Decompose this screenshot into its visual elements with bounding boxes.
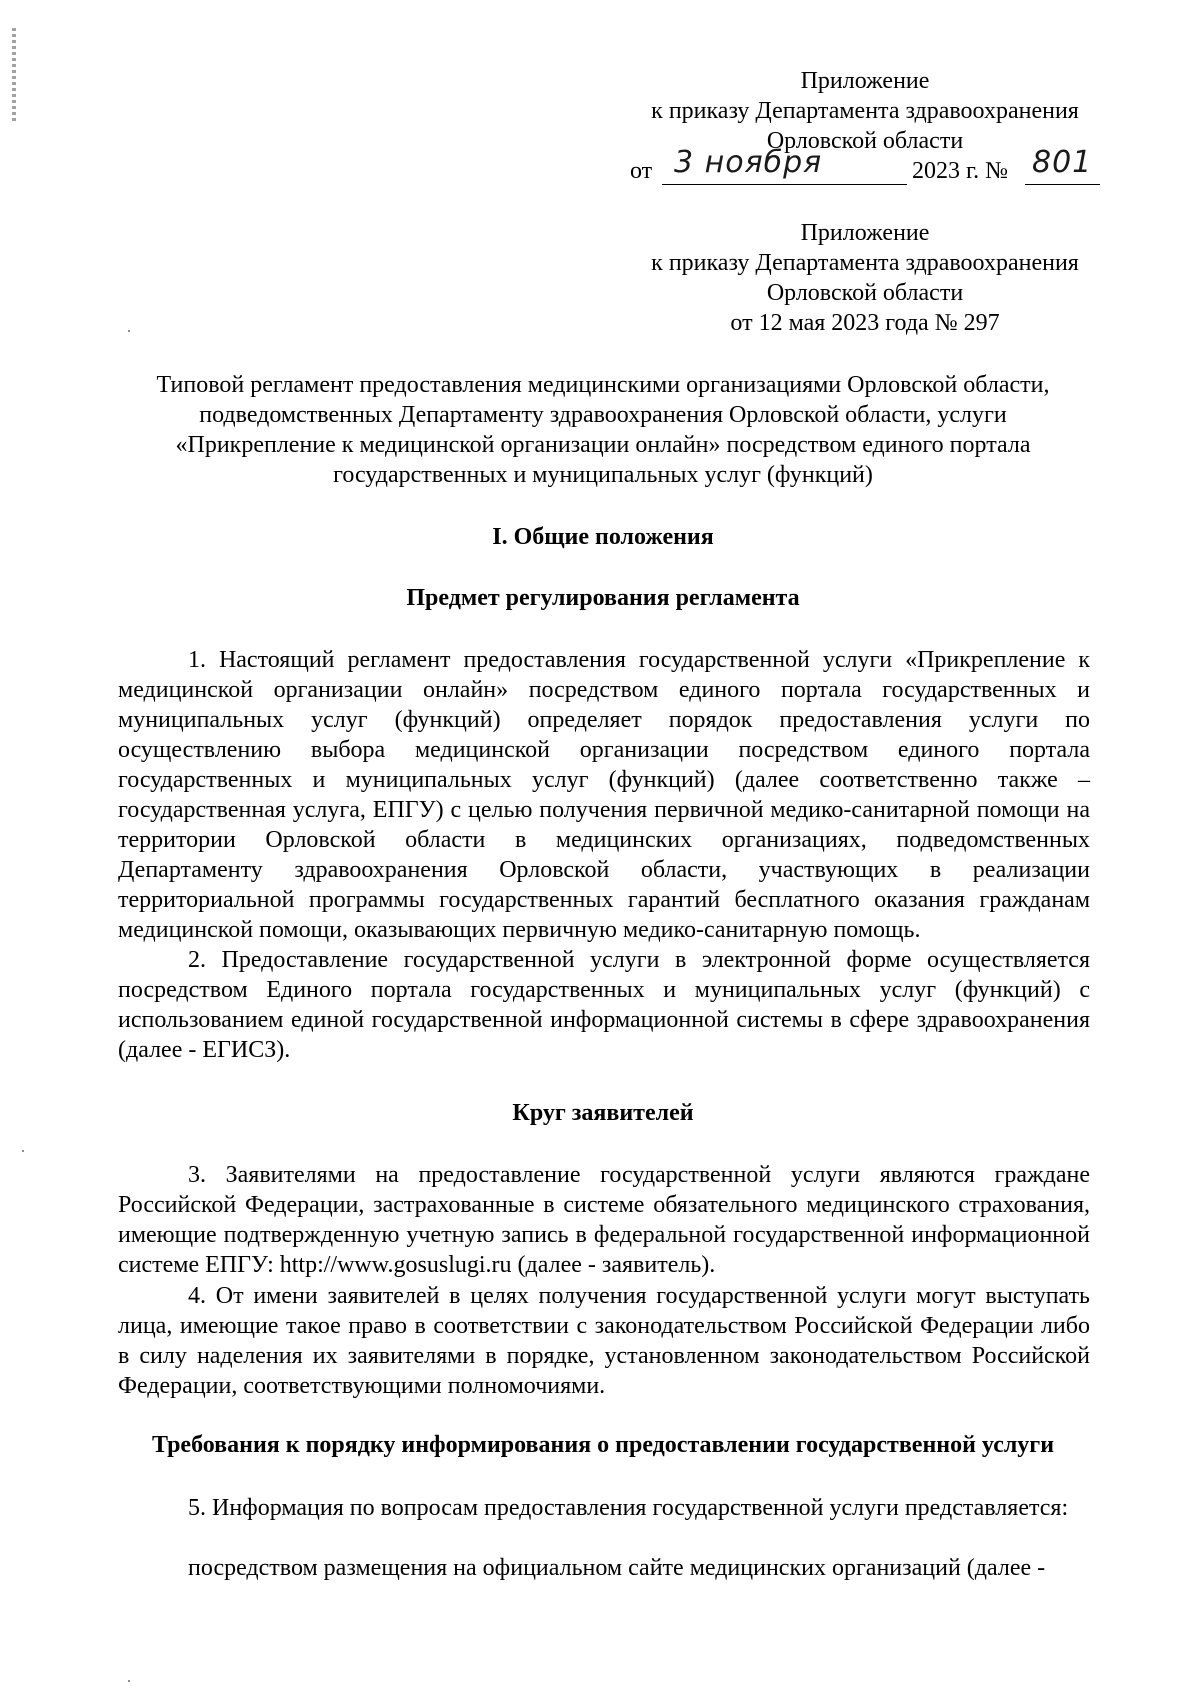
paragraph-6: посредством размещения на официальном сайте медицинских организаций (далее -: [188, 1555, 1046, 1581]
paragraph-2: 2. Предоставление государственной услуги в электронной форме осуществляется посредством Единого портала государственных и муниципальных услуг (функций) с использованием единой государственной информационной системы в сфере здравоохранения (далее - ЕГИСЗ).: [118, 947, 1090, 1063]
paragraph-3: 3. Заявителями на предоставление государственной услуги являются граждане Российской Федерации, застрахованные в системе обязательного медицинского страхования, имеющие подтвержденную учетную запись в федеральной государственной информационной системе ЕПГУ: http://www.gosuslugi.ru (далее - заявитель).: [118, 1162, 1090, 1278]
subsection-heading: Круг заявителей: [512, 1100, 694, 1126]
scan-speck: [128, 1680, 130, 1682]
scan-artifact: [12, 28, 16, 124]
subsection-heading: Предмет регулирования регламента: [406, 585, 800, 611]
approval-date-line: [630, 145, 1100, 186]
approval-block-new: [630, 66, 1100, 186]
section-heading: I. Общие положения: [492, 524, 714, 550]
document-title: Типовой регламент предоставления медицинскими организациями Орловской области, подведомственных Департаменту здравоохранения Орловской области, услуги «Прикрепление к медицинской организации онлайн» посредством единого портала государственных и муниципальных услуг (функций): [156, 372, 1050, 488]
date-blank: [662, 184, 907, 185]
date-prefix: от: [630, 158, 653, 184]
number-blank: [1025, 184, 1100, 185]
approval-line: Орловской области: [766, 280, 964, 306]
paragraph-5: 5. Информация по вопросам предоставления государственной услуги представляется:: [188, 1495, 1069, 1521]
approval-block-original: [630, 218, 1100, 338]
scan-speck: [128, 330, 130, 332]
paragraph-4: 4. От имени заявителей в целях получения государственной услуги могут выступать лица, имеющие такое право в соответствии с законодательством Российской Федерации либо в силу наделения их заявителями в порядке, установленном законодательством Российской Федерации, соответствующими полномочиями.: [118, 1283, 1090, 1399]
handwritten-date: 3 ноября: [674, 145, 823, 180]
paragraph-1: 1. Настоящий регламент предоставления государственной услуги «Прикрепление к медицинской организации онлайн» посредством единого портала государственных и муниципальных услуг (функций) определяет порядок предоставления услуги по осуществлению выбора медицинской организации посредством единого портала государственных и муниципальных услуг (функций) (далее соответственно также – государственная услуга, ЕПГУ) с целью получения первичной медико-санитарной помощи на территории Орловской области в медицинских организациях, подведомственных Департаменту здравоохранения Орловской области, участвующих в реализации территориальной программы государственных гарантий бесплатного оказания гражданам медицинской помощи, оказывающих первичную медико-санитарную помощь.: [118, 647, 1090, 943]
approval-line: Орловской области: [766, 128, 964, 154]
approval-line: к приказу Департамента здравоохранения: [651, 98, 1079, 124]
approval-line: Приложение: [800, 220, 930, 246]
approval-line: к приказу Департамента здравоохранения: [651, 250, 1079, 276]
scan-speck: [22, 1150, 24, 1152]
subsection-heading: Требования к порядку информирования о предоставлении государственной услуги: [151, 1432, 1055, 1458]
approval-line: от 12 мая 2023 года № 297: [730, 310, 1000, 336]
handwritten-number: 801: [1032, 145, 1093, 180]
year-and-number-label: 2023 г. №: [912, 158, 1009, 184]
approval-line: Приложение: [800, 68, 930, 94]
